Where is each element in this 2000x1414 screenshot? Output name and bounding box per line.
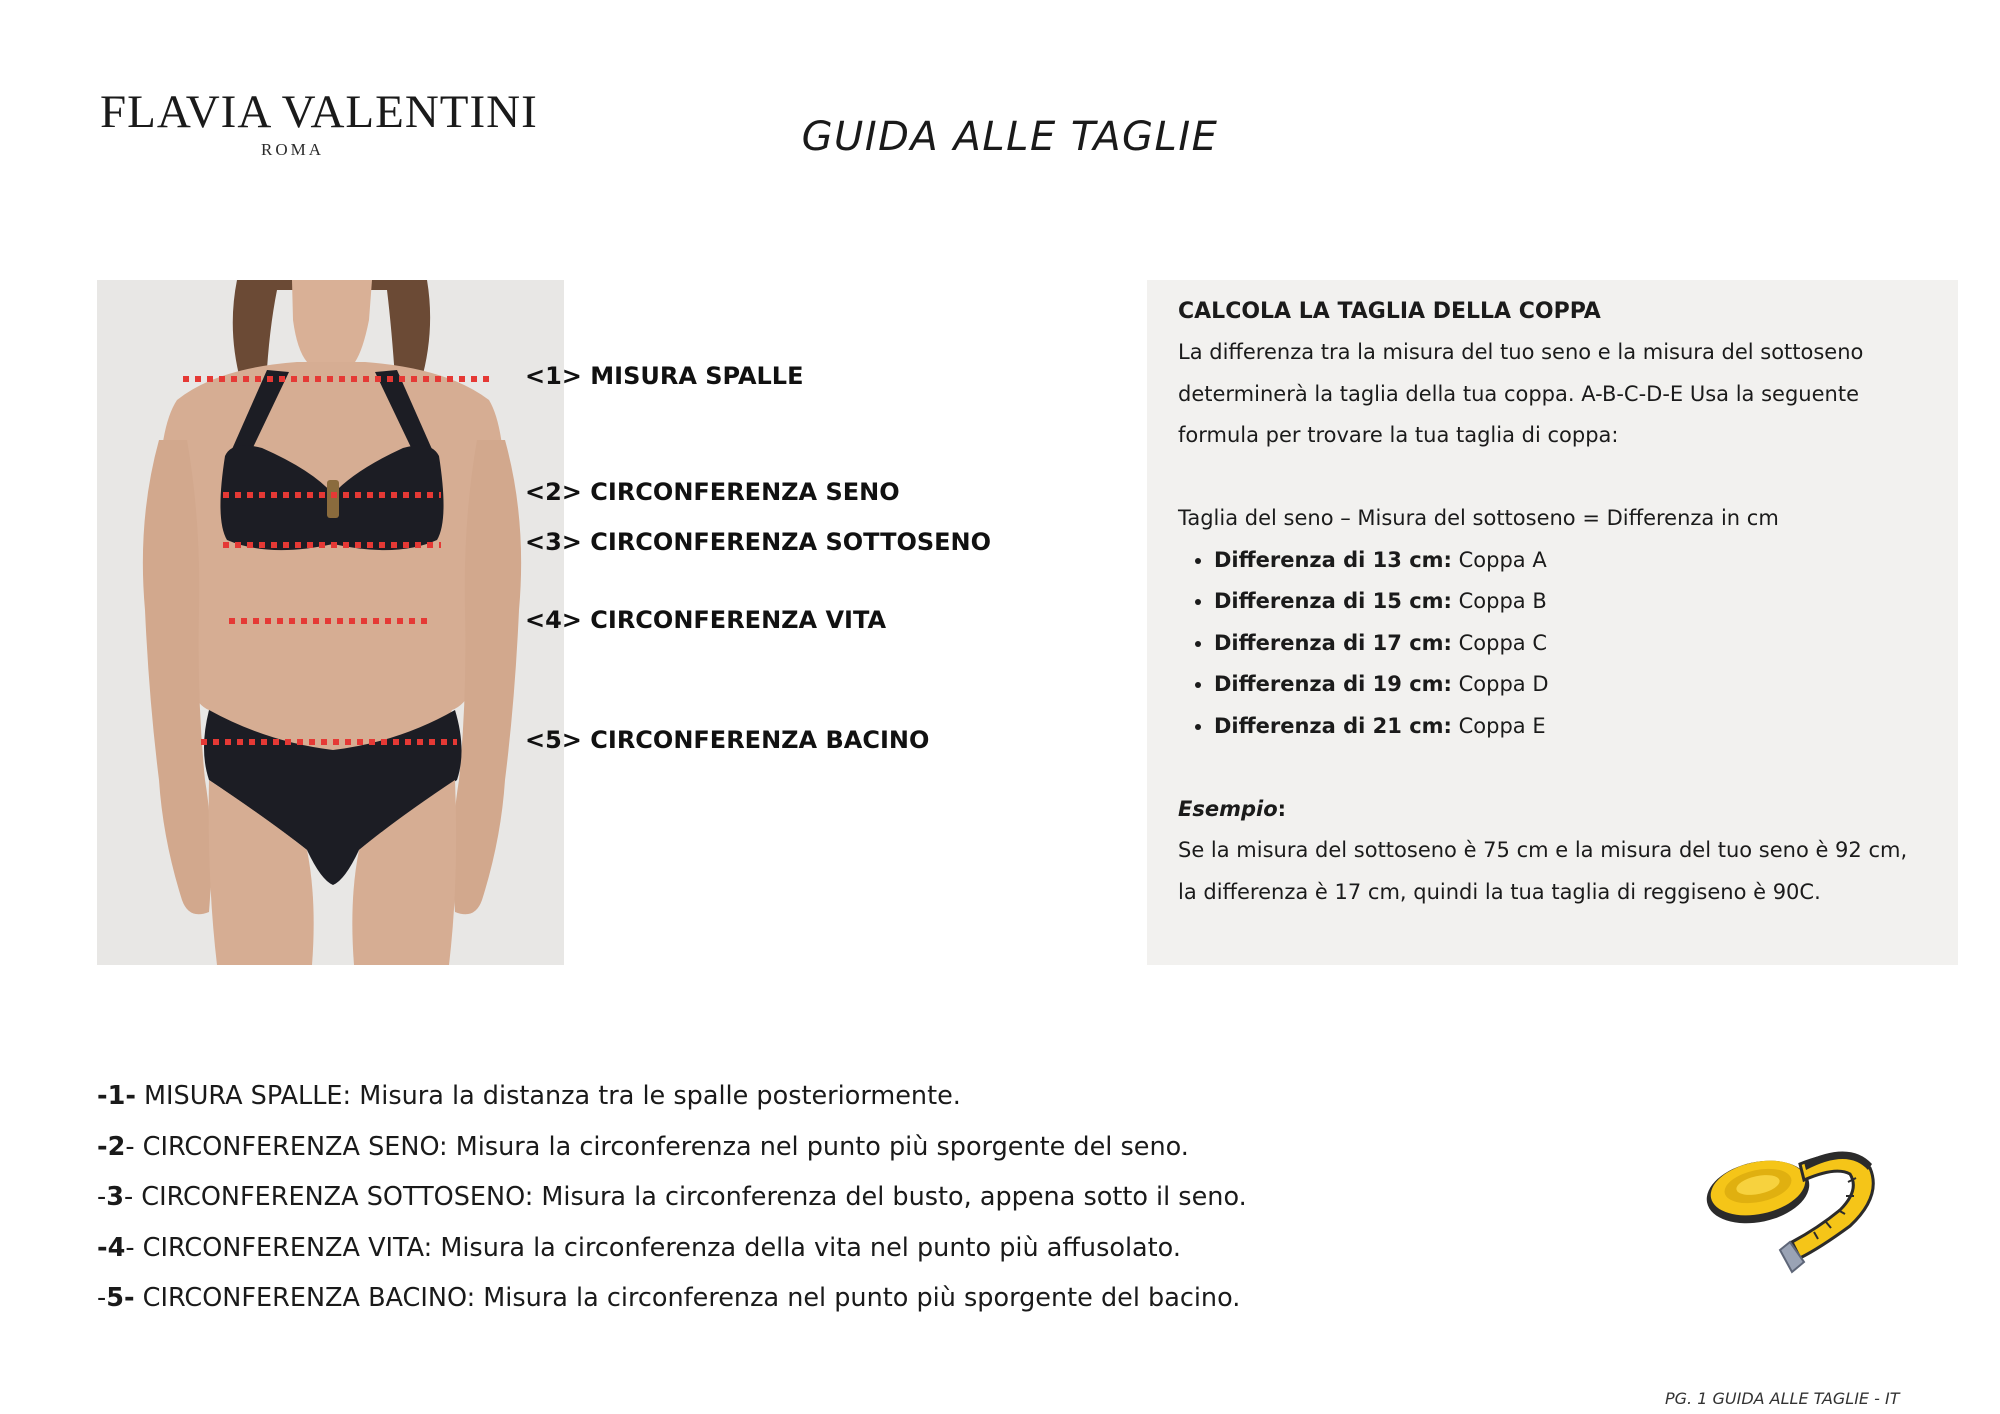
instruction-prefix: - — [97, 1182, 107, 1212]
instruction-suffix: - — [125, 1232, 135, 1263]
cup-diff-label: Differenza di 15 cm: — [1214, 589, 1452, 613]
label-circonferenza-sottoseno: <3> CIRCONFERENZA SOTTOSENO — [525, 528, 992, 556]
instruction-row — [97, 1223, 1247, 1274]
instruction-number: -4 — [97, 1232, 126, 1263]
instruction-row — [97, 1172, 1247, 1223]
cup-list — [1178, 540, 1927, 748]
spacer — [1178, 747, 1927, 789]
example-colon: : — [1277, 796, 1287, 821]
cup-formula: Taglia del seno – Misura del sottoseno = Differenza in cm — [1178, 506, 1779, 530]
label-circonferenza-seno: <2> CIRCONFERENZA SENO — [525, 478, 900, 506]
cup-diff-label: Differenza di 17 cm: — [1214, 630, 1452, 655]
instruction-text: CIRCONFERENZA VITA: Misura la circonferenza della vita nel punto più affusolato. — [134, 1232, 1181, 1263]
brand-city: ROMA — [260, 140, 324, 159]
brand-name: FLAVIA VALENTINI — [100, 86, 538, 138]
spacer — [1178, 457, 1927, 499]
instruction-row — [97, 1071, 1247, 1122]
example-title — [1178, 789, 1927, 831]
cup-diff-value: Coppa E — [1458, 713, 1546, 738]
instruction-text: CIRCONFERENZA SENO: Misura la circonferenza nel punto più sporgente del seno. — [134, 1131, 1189, 1162]
label-circonferenza-bacino: <5> CIRCONFERENZA BACINO — [525, 726, 930, 754]
example-line: Se la misura del sottoseno è 75 cm e la misura del tuo seno è 92 cm, — [1178, 838, 1908, 862]
instruction-number: 5- — [106, 1283, 135, 1313]
cup-diff-label: Differenza di 21 cm: — [1214, 713, 1452, 738]
cup-diff-label: Differenza di 19 cm: — [1214, 672, 1452, 696]
cup-diff-label: Differenza di 13 cm: — [1214, 547, 1452, 572]
instruction-row — [97, 1122, 1247, 1173]
cup-diff-value: Coppa B — [1458, 589, 1547, 613]
brand-logo — [100, 84, 538, 160]
cup-list-item — [1214, 623, 1927, 665]
page-title: GUIDA ALLE TAGLIE — [801, 114, 1219, 160]
label-circonferenza-vita: <4> CIRCONFERENZA VITA — [525, 606, 887, 634]
model-photo — [97, 280, 564, 965]
instruction-text: CIRCONFERENZA SOTTOSENO: Misura la circonferenza del busto, appena sotto il seno. — [133, 1182, 1247, 1212]
cup-diff-value: Coppa C — [1458, 630, 1548, 655]
page-footer: PG. 1 GUIDA ALLE TAGLIE - IT — [1665, 1389, 1900, 1408]
cup-intro-line: formula per trovare la tua taglia di coppa: — [1178, 423, 1619, 447]
cup-diff-value: Coppa D — [1458, 672, 1549, 696]
instruction-text: CIRCONFERENZA BACINO: Misura la circonferenza nel punto più sporgente del bacino. — [134, 1283, 1241, 1313]
instruction-prefix: - — [97, 1283, 107, 1313]
cup-intro-line: La differenza tra la misura del tuo seno e la misura del sottoseno — [1178, 340, 1864, 364]
cup-list-item — [1214, 706, 1927, 748]
cup-list-item — [1214, 540, 1927, 582]
label-misura-spalle: <1> MISURA SPALLE — [525, 362, 804, 390]
instruction-number: -1- — [97, 1081, 136, 1111]
cup-intro-line: determinerà la taglia della tua coppa. A-B-C-D-E Usa la seguente — [1178, 381, 1859, 406]
instructions-list — [97, 1071, 1247, 1324]
example-line: la differenza è 17 cm, quindi la tua taglia di reggiseno è 90C. — [1178, 879, 1821, 904]
cup-list-item — [1214, 581, 1927, 623]
model-illustration — [97, 280, 564, 965]
example-title-text: Esempio — [1178, 796, 1278, 821]
instruction-number: -2 — [97, 1131, 126, 1162]
cup-diff-value: Coppa A — [1458, 547, 1547, 572]
cup-list-item — [1214, 664, 1927, 706]
instruction-text: MISURA SPALLE: Misura la distanza tra le spalle posteriormente. — [135, 1081, 961, 1111]
cup-title: CALCOLA LA TAGLIA DELLA COPPA — [1178, 299, 1601, 324]
cup-size-panel — [1147, 280, 1958, 965]
instruction-suffix: - — [123, 1182, 134, 1212]
instruction-suffix: - — [125, 1131, 135, 1162]
tape-measure-icon — [1700, 1138, 1880, 1292]
instruction-number: 3 — [106, 1182, 124, 1212]
instruction-row — [97, 1273, 1247, 1324]
